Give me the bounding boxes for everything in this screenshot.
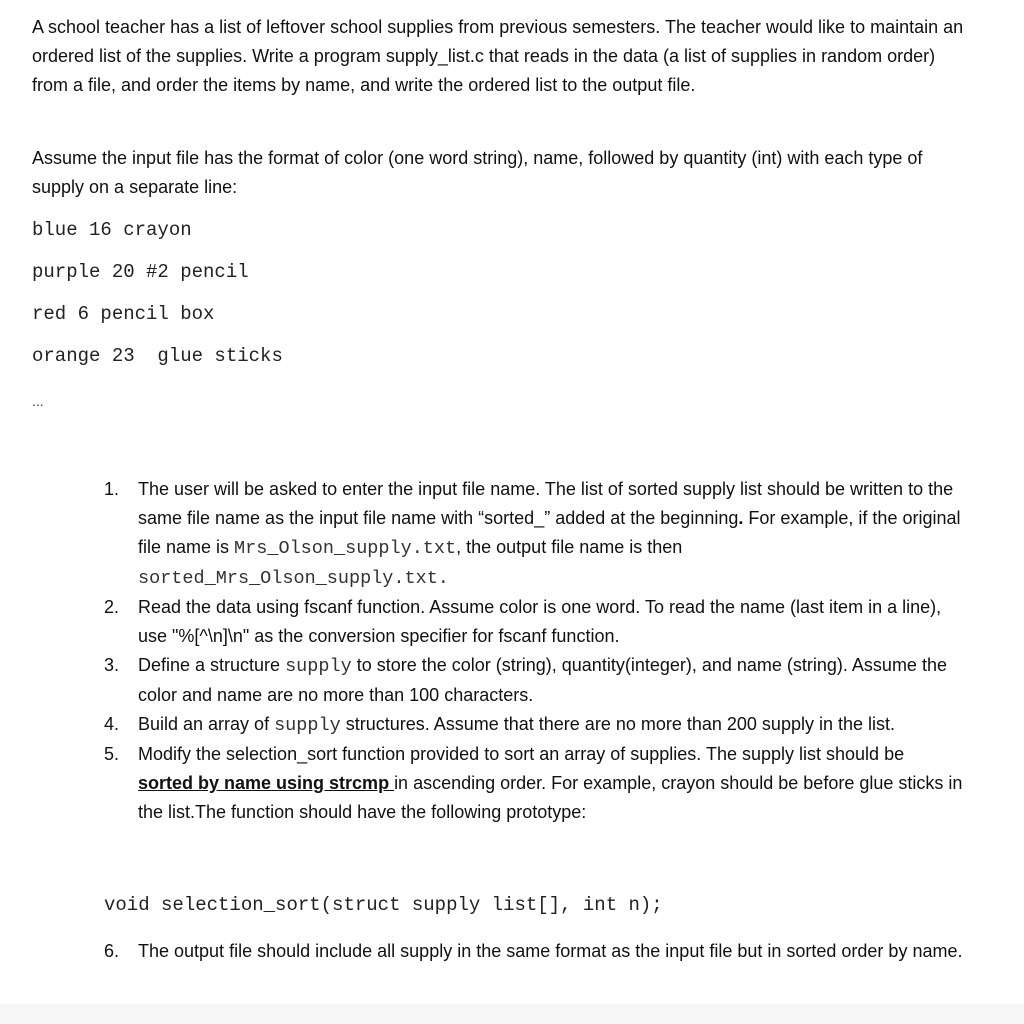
- list-item: [104, 651, 964, 710]
- ellipsis: ...: [32, 393, 44, 409]
- function-prototype: void selection_sort(struct supply list[], int n);: [104, 894, 663, 916]
- intro-paragraph: A school teacher has a list of leftover school supplies from previous semesters. The teacher would like to maintain an ordered list of the supplies. Write a program supply_list.c that reads in the data (a list of supplies in random order) from a file, and order the items by name, and write the ordered list to the output file.: [32, 17, 964, 95]
- requirements-list: [104, 475, 964, 827]
- emphasis-text: sorted by name using strcmp: [138, 773, 395, 793]
- item-text: .: [738, 508, 744, 528]
- item-number: 6.: [104, 941, 120, 961]
- item-text: in ascending order. For example, crayon should be before glue sticks in the list.The function should have the following prototype:: [138, 773, 963, 822]
- list-item: [104, 593, 964, 651]
- inline-code: supply: [285, 656, 352, 677]
- example-line: purple 20 #2 pencil: [32, 261, 249, 283]
- requirements-list-continued: [104, 937, 964, 966]
- item-number: 3.: [104, 655, 120, 675]
- item-number: 1.: [104, 479, 120, 499]
- item-number: 2.: [104, 597, 120, 617]
- item-text: Modify the selection_sort function provided to sort an array of supplies. The supply list should be: [138, 744, 905, 764]
- example-line: orange 23 glue sticks: [32, 345, 283, 367]
- item-number: 5.: [104, 744, 120, 764]
- item-text: The output file should include all supply in the same format as the input file but in sorted order by name.: [138, 941, 963, 961]
- item-text: The user will be asked to enter the input file name. The list of sorted supply list should be written to the same file name as the input file name with “sorted_” added at the beginning: [138, 479, 954, 528]
- format-paragraph: Assume the input file has the format of color (one word string), name, followed by quantity (int) with each type of supply on a separate line:: [32, 148, 923, 197]
- list-item: [104, 710, 964, 740]
- page-bottom-edge: [0, 1004, 1024, 1024]
- item-text: For example, if the original file name is: [138, 508, 961, 557]
- example-line: red 6 pencil box: [32, 303, 215, 325]
- item-text: , the output file name is then: [456, 537, 683, 557]
- list-item: [104, 740, 964, 827]
- item-text: to store the color (string), quantity(integer), and name (string). Assume the color and name are no more than 100 characters.: [138, 655, 947, 705]
- inline-code: sorted_Mrs_Olson_supply.txt.: [138, 568, 449, 589]
- example-line: blue 16 crayon: [32, 219, 192, 241]
- item-text: structures. Assume that there are no more than 200 supply in the list.: [340, 714, 895, 734]
- inline-code: supply: [274, 715, 341, 736]
- item-text: Read the data using fscanf function. Assume color is one word. To read the name (last item in a line), use "%[^\n]\n" as the conversion specifier for fscanf function.: [138, 597, 942, 646]
- list-item: [104, 475, 964, 593]
- item-number: 4.: [104, 714, 120, 734]
- item-text: Build an array of: [138, 714, 275, 734]
- list-item: [104, 937, 964, 966]
- item-text: Define a structure: [138, 655, 286, 675]
- inline-code: Mrs_Olson_supply.txt: [234, 538, 457, 559]
